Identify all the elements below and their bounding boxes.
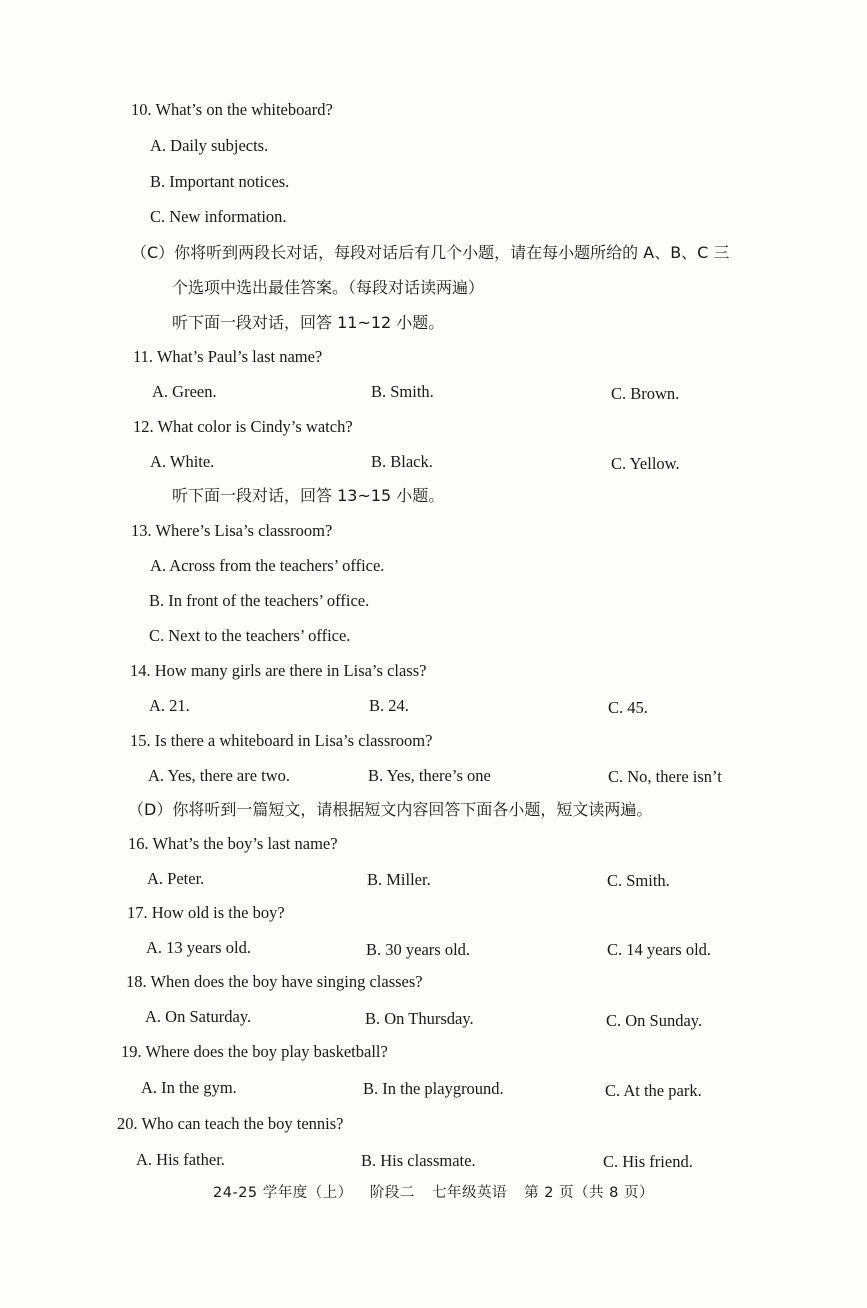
option-13b: B. In front of the teachers’ office. — [149, 591, 370, 610]
option-11b: B. Smith. — [371, 382, 434, 401]
option-16a: A. Peter. — [147, 869, 205, 888]
question-19: 19. Where does the boy play basketball? — [121, 1042, 388, 1061]
option-11a: A. Green. — [152, 382, 217, 401]
footer-page-number: 第 2 页（共 8 页） — [524, 1185, 654, 1201]
option-17b: B. 30 years old. — [366, 940, 471, 959]
option-15a: A. Yes, there are two. — [148, 766, 291, 785]
option-18b: B. On Thursday. — [365, 1009, 474, 1028]
option-14c: C. 45. — [608, 698, 648, 717]
option-14a: A. 21. — [149, 696, 190, 715]
section-d-instruction: （D）你将听到一篇短文，请根据短文内容回答下面各小题，短文读两遍。 — [128, 800, 653, 819]
question-16: 16. What’s the boy’s last name? — [128, 834, 338, 853]
section-c-instruction: （C）你将听到两段长对话，每段对话后有几个小题，请在每小题所给的 A、B、C 三 — [131, 243, 730, 262]
option-19b: B. In the playground. — [363, 1079, 504, 1098]
option-12a: A. White. — [150, 452, 215, 471]
option-17a: A. 13 years old. — [146, 938, 251, 957]
question-14: 14. How many girls are there in Lisa’s class? — [130, 661, 427, 680]
option-14b: B. 24. — [369, 696, 409, 715]
option-17c: C. 14 years old. — [607, 940, 712, 959]
option-18c: C. On Sunday. — [606, 1011, 703, 1030]
option-12b: B. Black. — [371, 452, 433, 471]
option-19c: C. At the park. — [605, 1081, 702, 1100]
option-10b: B. Important notices. — [150, 172, 290, 191]
option-16c: C. Smith. — [607, 871, 670, 890]
option-15b: B. Yes, there’s one — [368, 766, 491, 785]
footer-subject: 七年级英语 — [431, 1185, 507, 1201]
option-16b: B. Miller. — [367, 870, 431, 889]
question-13: 13. Where’s Lisa’s classroom? — [131, 521, 333, 540]
question-17: 17. How old is the boy? — [127, 903, 285, 922]
option-12c: C. Yellow. — [611, 454, 680, 473]
question-10: 10. What’s on the whiteboard? — [131, 100, 333, 119]
question-18: 18. When does the boy have singing classes? — [126, 972, 423, 991]
option-15c: C. No, there isn’t — [608, 767, 722, 786]
option-20b: B. His classmate. — [361, 1151, 476, 1170]
question-12: 12. What color is Cindy’s watch? — [133, 417, 353, 436]
question-11: 11. What’s Paul’s last name? — [133, 347, 323, 366]
option-20c: C. His friend. — [603, 1152, 693, 1171]
option-10a: A. Daily subjects. — [150, 136, 269, 155]
page-footer — [0, 1181, 867, 1202]
section-c-instruction-cont: 个选项中选出最佳答案。（每段对话读两遍） — [172, 278, 485, 297]
option-13a: A. Across from the teachers’ office. — [150, 556, 385, 575]
footer-stage: 阶段二 — [369, 1185, 415, 1201]
dialogue-1-prompt: 听下面一段对话，回答 11~12 小题。 — [172, 313, 445, 332]
option-18a: A. On Saturday. — [145, 1007, 252, 1026]
question-15: 15. Is there a whiteboard in Lisa’s classroom? — [130, 731, 433, 750]
option-10c: C. New information. — [150, 207, 287, 226]
option-20a: A. His father. — [136, 1150, 225, 1169]
option-13c: C. Next to the teachers’ office. — [149, 626, 351, 645]
question-20: 20. Who can teach the boy tennis? — [117, 1114, 344, 1133]
footer-year: 24-25 学年度（上） — [213, 1185, 353, 1201]
dialogue-2-prompt: 听下面一段对话，回答 13~15 小题。 — [172, 486, 445, 505]
option-11c: C. Brown. — [611, 384, 680, 403]
option-19a: A. In the gym. — [141, 1078, 237, 1097]
